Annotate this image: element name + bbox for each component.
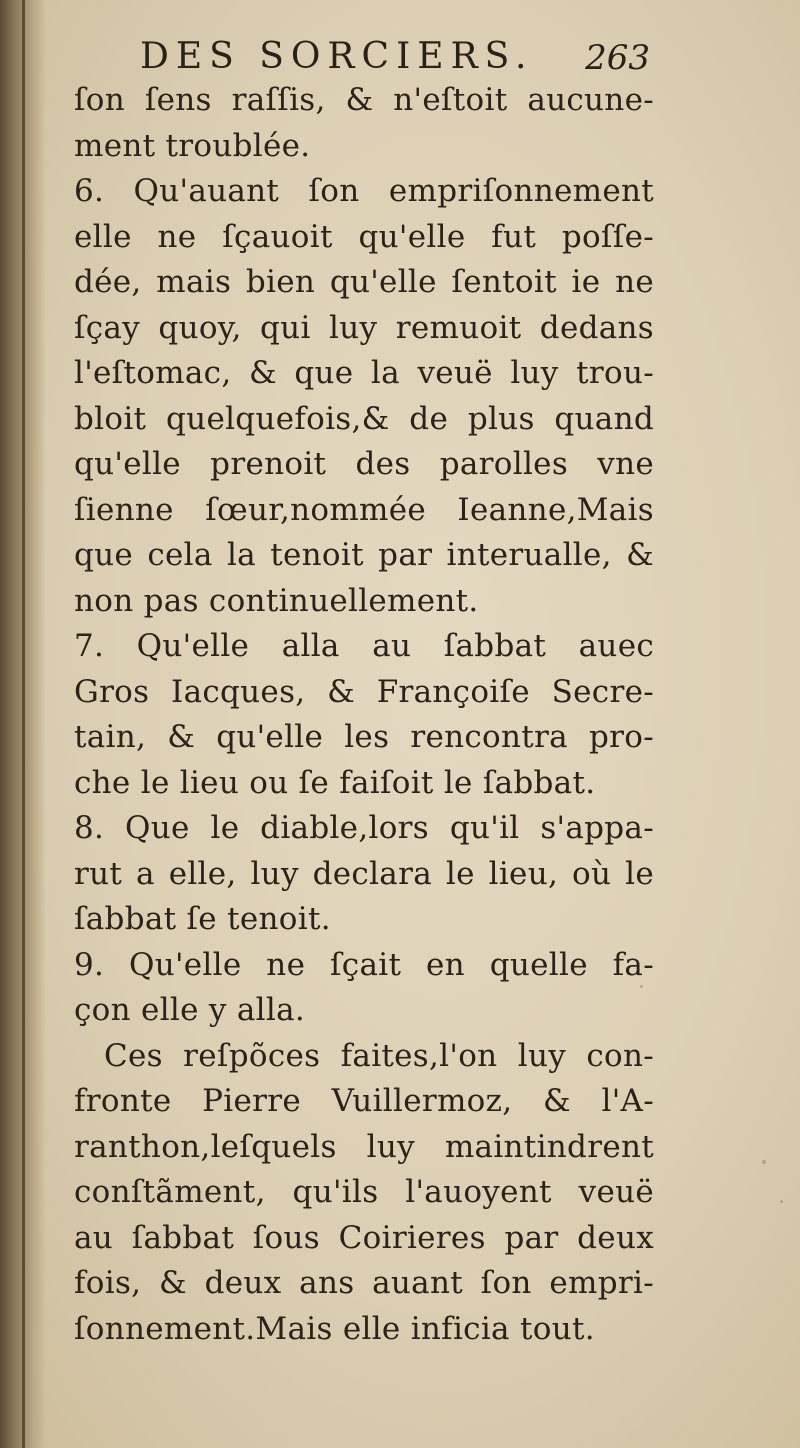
text-line: non pas continuellement. xyxy=(74,582,479,619)
text-line: ſienne ſœur,nommée Ieanne,Mais xyxy=(74,491,654,528)
text-line: bloit quelquefois,& de plus quand xyxy=(74,400,654,437)
text-line: 6. Qu'auant ſon empriſonnement xyxy=(74,173,654,209)
text-line: qu'elle prenoit des parolles vne xyxy=(74,446,654,482)
text-line: che le lieu ou ſe faiſoit le ſabbat. xyxy=(74,764,596,801)
text-line: 7. Qu'elle alla au ſabbat auec xyxy=(74,628,654,664)
text-line: rut a elle, luy declara le lieu, où le xyxy=(74,855,654,892)
text-line: elle ne ſçauoit qu'elle fut poſſe- xyxy=(74,218,654,255)
ink-fleck xyxy=(780,1200,783,1203)
text-line: Gros Iacques, & Françoiſe Secre- xyxy=(74,673,654,710)
text-line: au ſabbat ſous Coirieres par deux xyxy=(74,1219,654,1256)
text-line: ſabbat ſe tenoit. xyxy=(74,901,331,937)
text-line: l'eſtomac, & que la veuë luy trou- xyxy=(74,355,654,391)
ink-fleck xyxy=(762,1160,766,1164)
text-line: que cela la tenoit par interualle, & xyxy=(74,537,654,573)
page-number: 263 xyxy=(585,38,650,78)
text-line: Ces reſpõces faites,l'on luy con- xyxy=(104,1037,654,1074)
running-title: DES SORCIERS. xyxy=(140,36,534,77)
text-line: dée, mais bien qu'elle ſentoit ie ne xyxy=(74,264,654,300)
text-line: tain, & qu'elle les rencontra pro- xyxy=(74,719,654,755)
text-line: ment troublée. xyxy=(74,127,311,164)
text-line: fronte Pierre Vuillermoz, & l'A- xyxy=(74,1083,654,1119)
text-line: çon elle y alla. xyxy=(74,992,306,1028)
ink-fleck xyxy=(640,985,643,988)
text-line: ſçay quoy, qui luy remuoit dedans xyxy=(74,309,654,346)
text-line: ſon ſens raſſis, & n'eſtoit aucune- xyxy=(74,82,654,118)
text-line: conſtãment, qu'ils l'auoyent veuë xyxy=(74,1174,654,1210)
text-line: fois, & deux ans auant ſon empri- xyxy=(74,1265,654,1301)
text-line: ſonnement.Mais elle inficia tout. xyxy=(74,1310,595,1347)
body-text xyxy=(74,78,654,1352)
text-line: ranthon,leſquels luy maintindrent xyxy=(74,1128,654,1165)
gutter-crease xyxy=(22,0,25,1448)
text-line: 8. Que le diable,lors qu'il s'appa- xyxy=(74,810,654,846)
text-line: 9. Qu'elle ne ſçait en quelle fa- xyxy=(74,946,654,983)
